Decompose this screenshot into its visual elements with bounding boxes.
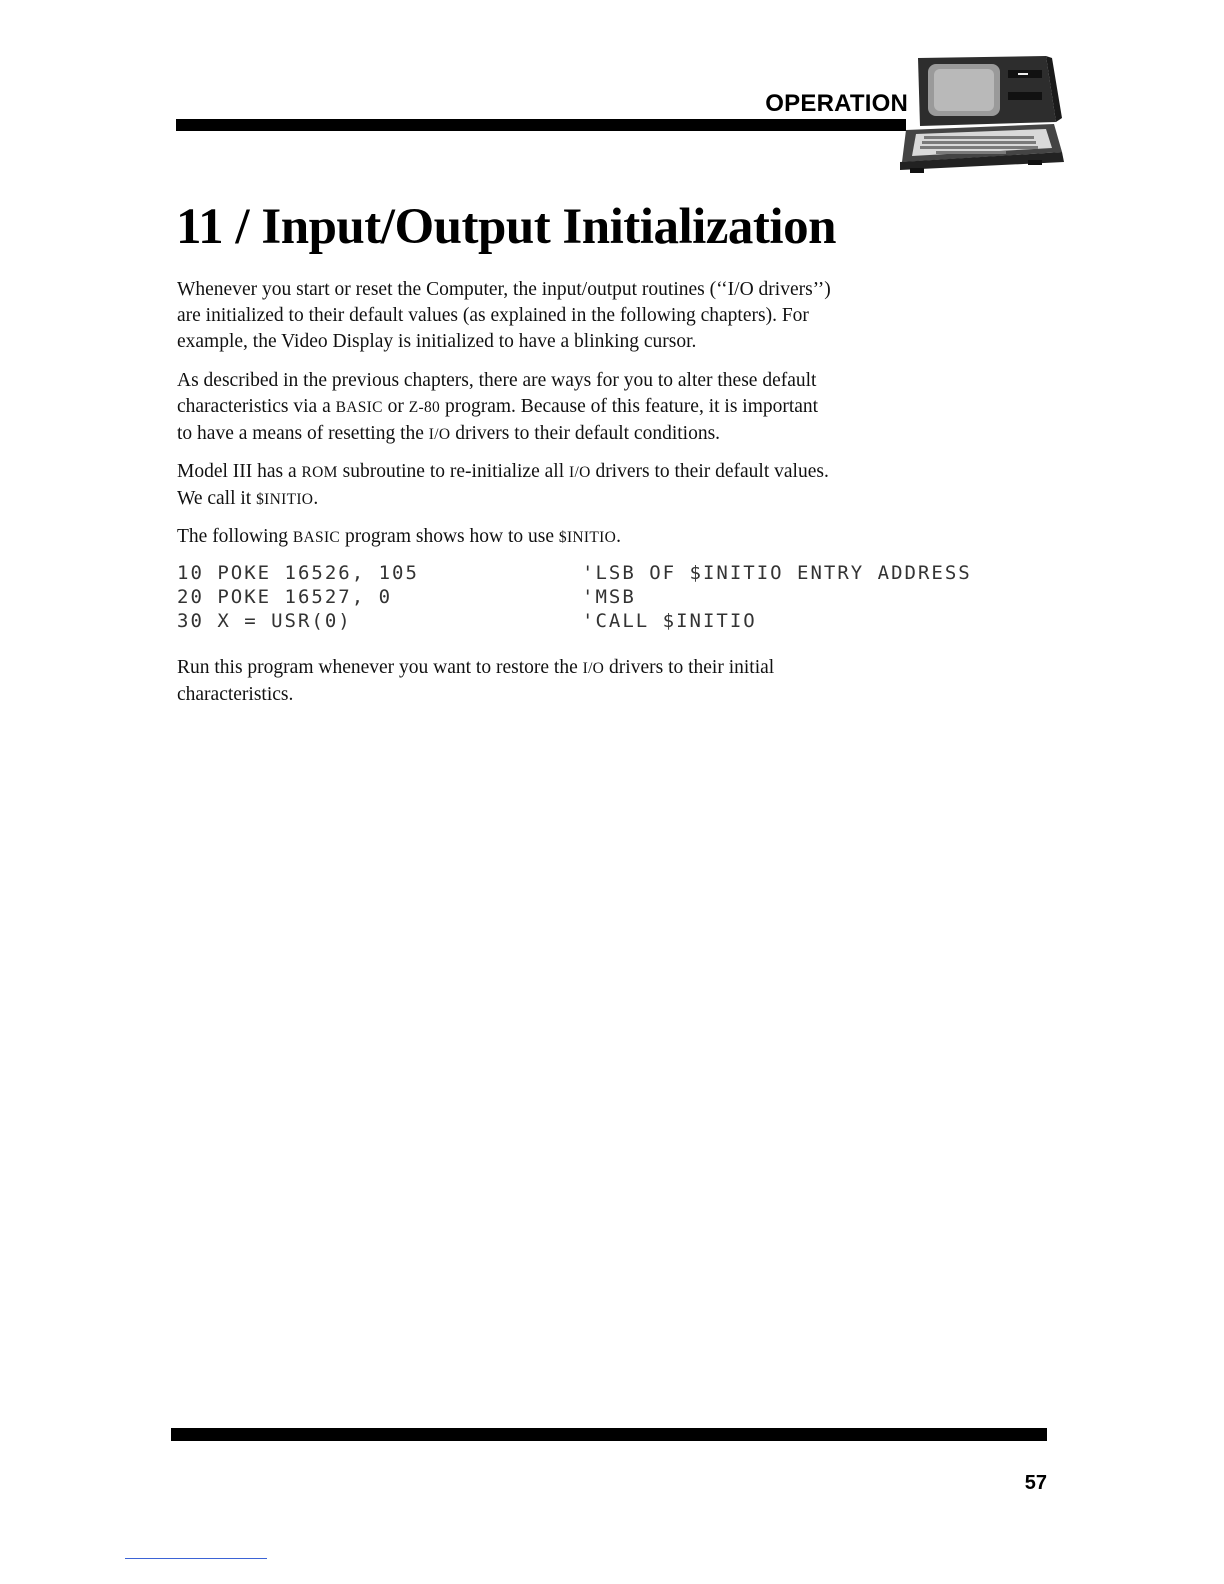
text-run: subroutine to re-initialize all <box>337 461 569 482</box>
paragraph-line: As described in the previous chapters, there are ways for you to alter these default <box>177 370 817 391</box>
text-run: BASIC <box>292 529 341 546</box>
basic-program-listing <box>177 562 1017 634</box>
text-run: program shows how to use <box>340 526 559 547</box>
chapter-title: 11 / Input/Output Initialization <box>176 199 836 255</box>
code-line <box>177 562 1017 586</box>
paragraph-program-intro <box>177 524 897 551</box>
text-run: I/O <box>428 426 451 443</box>
text-run: drivers to their initial <box>604 657 775 678</box>
paragraph-line <box>177 486 897 513</box>
footer-rule <box>171 1428 1047 1441</box>
paragraph-line <box>177 394 897 421</box>
paragraph-rom-subroutine <box>177 459 897 513</box>
text-run: $INITIO <box>558 529 617 546</box>
text-run: BASIC <box>335 399 383 416</box>
paragraph-line <box>177 421 897 448</box>
text-run: or <box>382 396 409 417</box>
paragraph-line <box>177 655 897 682</box>
text-run: . <box>616 526 621 547</box>
paragraph-line: example, the Video Display is initialized to have a blinking cursor. <box>177 331 697 352</box>
paragraph-line: characteristics. <box>177 684 294 705</box>
text-run: to have a means of resetting the <box>177 423 429 444</box>
header-rule <box>176 119 906 131</box>
text-run: characteristics via a <box>177 396 336 417</box>
text-run: Run this program whenever you want to restore the <box>177 657 583 678</box>
code-statement: 30 X = USR(0) <box>177 610 352 632</box>
code-line <box>177 586 1017 610</box>
text-run: drivers to their default conditions. <box>450 423 721 444</box>
text-run: Z-80 <box>408 399 441 416</box>
text-run: We call it <box>177 488 257 509</box>
code-statement: 20 POKE 16527, 0 <box>177 586 393 608</box>
text-run: drivers to their default values. <box>590 461 829 482</box>
code-comment: 'MSB <box>582 586 636 608</box>
paragraph-intro <box>177 277 897 355</box>
code-line <box>177 610 1017 634</box>
text-run: I/O <box>569 464 591 481</box>
code-comment: 'CALL $INITIO <box>582 610 757 632</box>
scan-underline <box>125 1558 267 1559</box>
paragraph-run-instructions <box>177 655 897 708</box>
trs80-computer-icon <box>896 52 1066 178</box>
text-run: Model III has a <box>177 461 302 482</box>
paragraph-line: are initialized to their default values (as explained in the following chapters). For <box>177 305 809 326</box>
paragraph-line: Whenever you start or reset the Computer, the input/output routines (‘‘I/O drivers’’) <box>177 279 831 300</box>
text-run: . <box>313 488 319 509</box>
paragraph-customization <box>177 368 897 448</box>
text-run: program. Because of this feature, it is important <box>440 396 819 417</box>
text-run: I/O <box>582 660 605 677</box>
section-label: OPERATION <box>765 90 908 117</box>
paragraph-line <box>177 524 897 551</box>
code-comment: 'LSB OF $INITIO ENTRY ADDRESS <box>582 562 972 584</box>
text-run: The following <box>177 526 293 547</box>
code-statement: 10 POKE 16526, 105 <box>177 562 419 584</box>
text-run: ROM <box>301 464 338 481</box>
page-number: 57 <box>1024 1472 1047 1494</box>
paragraph-line <box>177 459 897 486</box>
text-run: $INITIO <box>256 491 314 508</box>
